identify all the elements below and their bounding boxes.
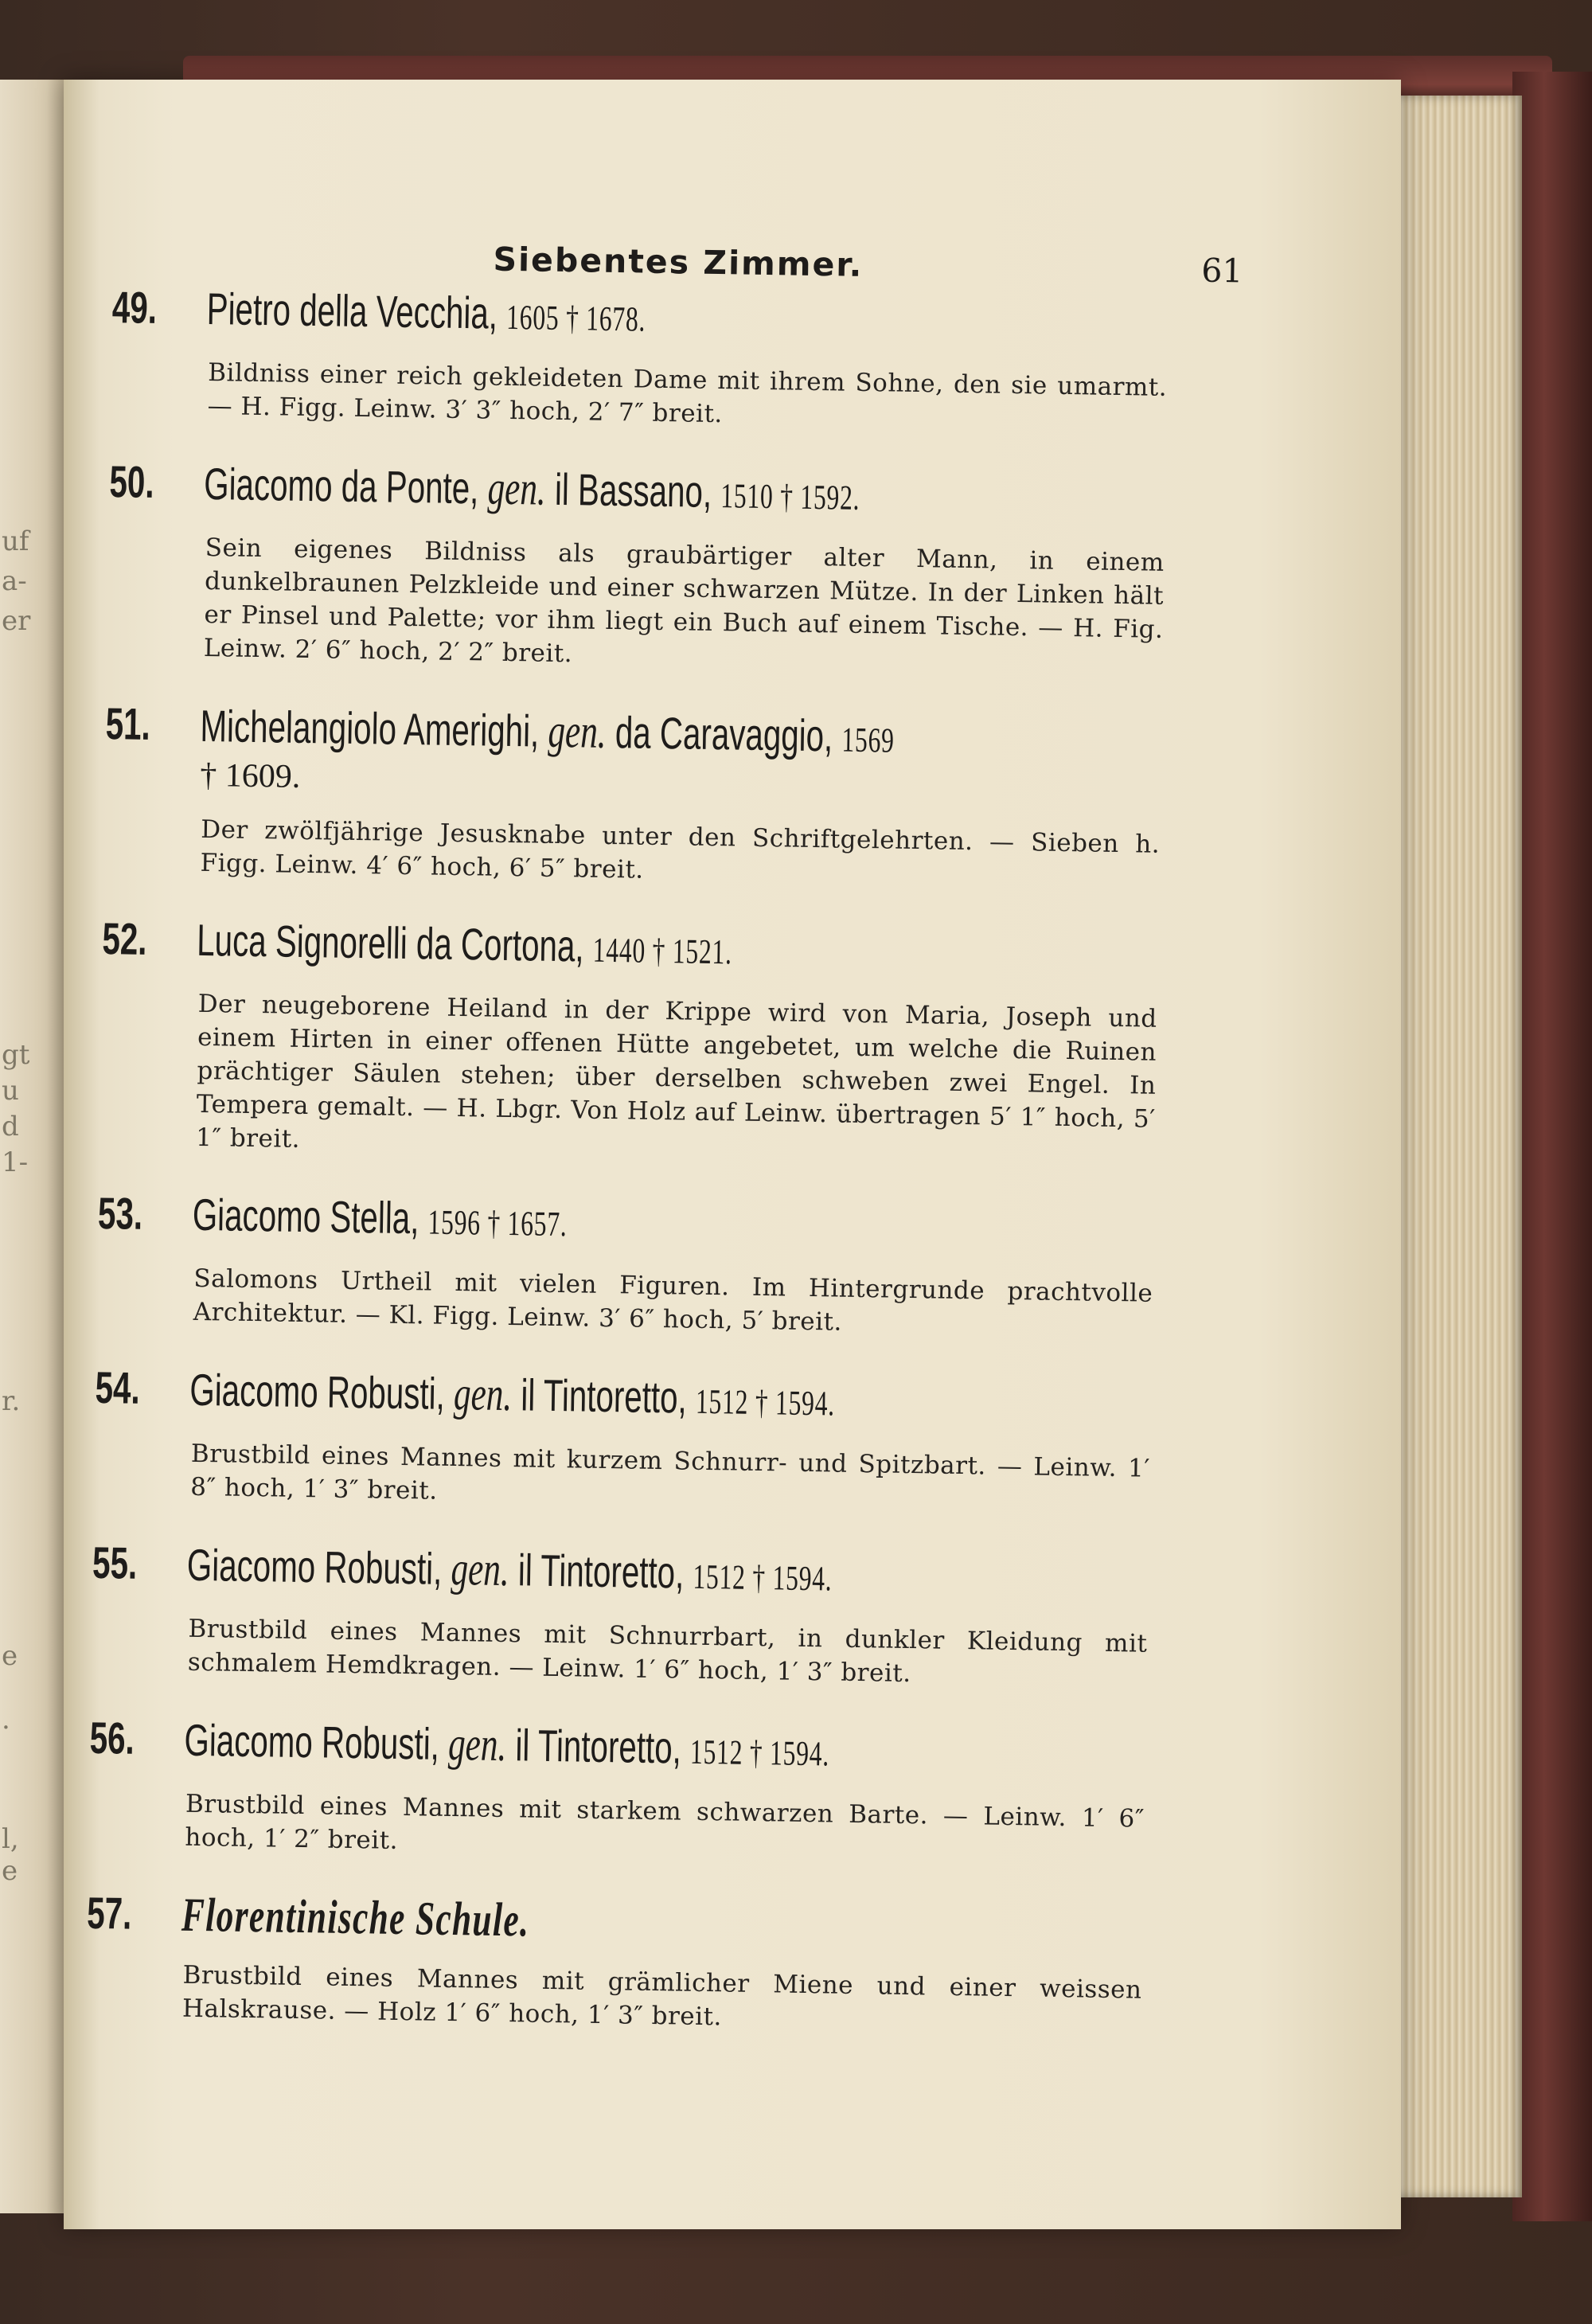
entry-description: Der zwölfjährige Jesusknabe unter den Schriftgelehrten. — Sieben h. Figg. Leinw. 4′ 6″ hoch, 6′ 5″ breit. [200, 814, 1161, 885]
entry-number: 55. [92, 1537, 138, 1588]
artist-name: Giacomo Robusti, [186, 1539, 443, 1594]
gen-abbrev: gen. [547, 704, 607, 758]
entry-description: Brustbild eines Mannes mit starkem schwarzen Barte. — Leinw. 1′ 6″ hoch, 1′ 2″ breit. [185, 1789, 1145, 1855]
artist-alias: il Bassano, [554, 463, 712, 517]
facing-page-fragment: d [2, 1111, 19, 1142]
facing-page-fragment: r. [2, 1385, 21, 1417]
entry-description: Brustbild eines Mannes mit Schnurrbart, in dunkler Kleidung mit schmalem Hemdkragen. — Leinw. 1′ 6″ hoch, 1′ 3″ breit. [187, 1614, 1148, 1689]
artist-alias: il Tintoretto, [515, 1720, 682, 1773]
page-text-block [86, 235, 1243, 2041]
catalogue-entry [102, 912, 1184, 1170]
artist-name: Giacomo Robusti, [189, 1364, 446, 1419]
facing-page-fragment: gt [2, 1039, 30, 1071]
catalogue-entry [109, 456, 1191, 680]
page-stack-edges [1395, 96, 1522, 2197]
entry-number: 49. [111, 282, 158, 333]
entry-description: Bildniss einer reich gekleideten Dame mit ihrem Sohne, den sie umarmt. — H. Figg. Leinw. 3′ 3″ hoch, 2′ 7″ breit. [207, 357, 1168, 429]
artist-name: Michelangiolo Amerighi, [200, 700, 540, 756]
school-heading: Florentinische Schule. [181, 1888, 530, 1947]
facing-page-fragment: e [2, 1640, 18, 1672]
catalogue-entry [89, 1712, 1171, 1869]
artist-name: Luca Signorelli da Cortona, [196, 914, 585, 971]
entry-number: 50. [109, 456, 155, 507]
catalogue-entry [92, 1537, 1174, 1694]
facing-page-strip [0, 80, 67, 2213]
entry-number: 56. [89, 1712, 135, 1764]
catalogue-entry [86, 1887, 1169, 2041]
entry-description: Sein eigenes Bildniss als graubärtiger alter Mann, in einem dunkelbraunen Pelzkleide und einer schwarzen Mütze. In der Linken hält er Pinsel und Palette; vor ihm liegt ein Buch auf einem Tische. — H. Fig. Leinw. 2′ 6″ hoch, 2′ 2″ breit. [203, 533, 1165, 669]
gen-abbrev: gen. [487, 461, 547, 515]
artist-years: 1569 [841, 720, 896, 760]
artist-years-continued: † 1609. [199, 756, 301, 795]
facing-page-fragment: 1- [2, 1146, 29, 1178]
artist-name: Giacomo da Ponte, [203, 458, 479, 514]
artist-name: Giacomo Robusti, [184, 1714, 440, 1769]
artist-years: 1512 † 1594. [695, 1381, 836, 1424]
page-number: 61 [1200, 251, 1243, 291]
entry-description: Salomons Urtheil mit vielen Figuren. Im Hintergrunde prachtvolle Architektur. — Kl. Figg. Leinw. 3′ 6″ hoch, 5′ breit. [193, 1264, 1153, 1337]
artist-alias: il Tintoretto, [520, 1369, 688, 1423]
entry-description: Der neugeborene Heiland in der Krippe wird von Maria, Joseph und einem Hirten in einer offenen Hütte angebetet, um welche die Ruinen prächtiger Säulen stehen; über derselben schweben zwei Engel. In Tempera gemalt. — H. Lbgr. Von Holz auf Leinw. übertragen 5′ 1″ hoch, 5′ 1″ breit. [195, 989, 1157, 1154]
artist-years: 1512 † 1594. [689, 1732, 830, 1774]
gen-abbrev: gen. [451, 1541, 510, 1596]
gen-abbrev: gen. [453, 1366, 513, 1421]
catalogue-entry [111, 282, 1193, 438]
facing-page-fragment: l, [2, 1823, 19, 1855]
artist-name: Giacomo Stella, [192, 1189, 419, 1244]
facing-page-fragment: u [2, 1075, 19, 1107]
entry-description: Brustbild eines Mannes mit grämlicher Miene und einer weissen Halskrause. — Holz 1′ 6″ hoch, 1′ 3″ breit. [181, 1960, 1142, 2032]
running-title: Siebentes Zimmer. [493, 240, 864, 284]
entry-number: 53. [97, 1187, 143, 1239]
artist-years: 1605 † 1678. [505, 297, 646, 339]
artist-years: 1510 † 1592. [720, 476, 860, 518]
artist-alias: il Tintoretto, [517, 1545, 685, 1598]
facing-page-fragment: e [2, 1855, 18, 1887]
book-cover-right-edge [1512, 72, 1592, 2221]
artist-years: 1440 † 1521. [592, 930, 733, 972]
facing-page-fragment: er [2, 605, 31, 637]
entry-number: 54. [95, 1361, 141, 1413]
entry-number: 51. [105, 698, 151, 749]
artist-years: 1596 † 1657. [427, 1202, 568, 1244]
gen-abbrev: gen. [447, 1717, 507, 1771]
facing-page-fragment: a- [2, 565, 27, 597]
entry-number: 57. [86, 1887, 132, 1939]
catalogue-entry [105, 698, 1186, 895]
artist-years: 1512 † 1594. [693, 1556, 833, 1599]
artist-name: Pietro della Vecchia, [206, 283, 498, 338]
facing-page-fragment: uf [2, 525, 29, 557]
catalogue-entry [95, 1361, 1176, 1519]
facing-page-fragment: . [2, 1704, 10, 1736]
entry-number: 52. [102, 912, 148, 964]
artist-alias: da Caravaggio, [615, 707, 833, 761]
entry-description: Brustbild eines Mannes mit kurzem Schnurr- und Spitzbart. — Leinw. 1′ 8″ hoch, 1′ 3″ breit. [190, 1439, 1151, 1506]
catalogue-entry [97, 1187, 1179, 1344]
